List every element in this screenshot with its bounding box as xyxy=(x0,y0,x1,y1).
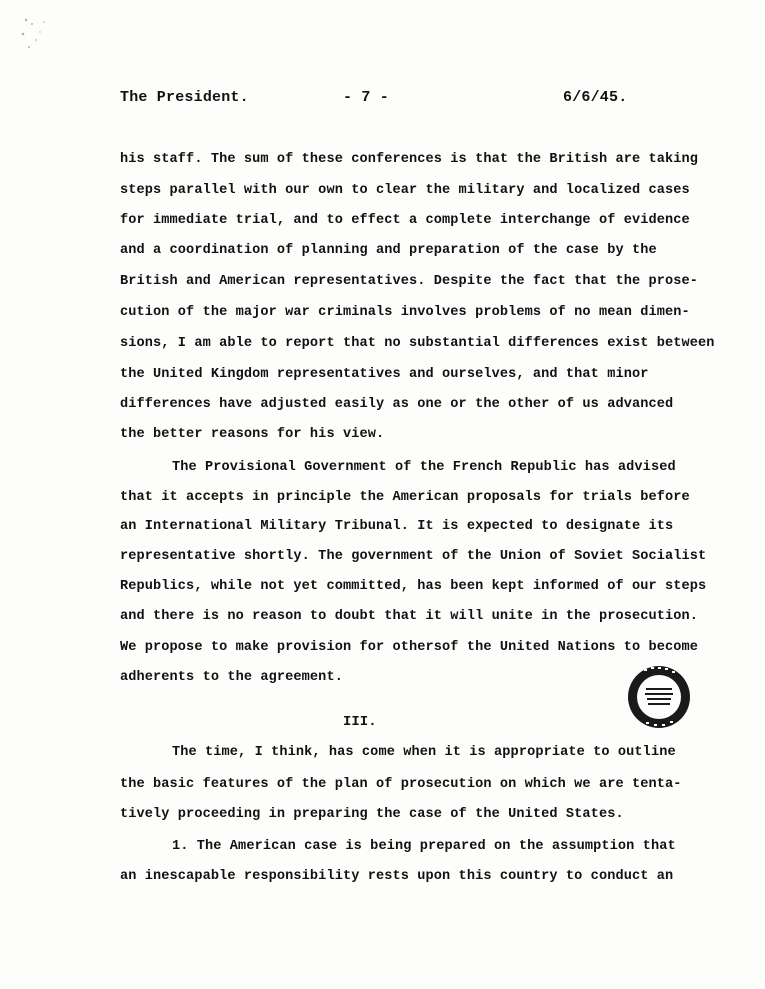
paragraph4-line: 1. The American case is being prepared on the assumption that xyxy=(172,839,676,854)
paragraph1-line: sions, I am able to report that no substantial differences exist between xyxy=(120,336,715,351)
paragraph2-line: that it accepts in principle the American proposals for trials before xyxy=(120,490,690,505)
paragraph1-line: for immediate trial, and to effect a complete interchange of evidence xyxy=(120,213,690,228)
paragraph1-line: his staff. The sum of these conferences is that the British are taking xyxy=(120,152,699,167)
header-date: 6/6/45. xyxy=(563,89,628,106)
paragraph4-line: an inescapable responsibility rests upon this country to conduct an xyxy=(120,869,674,884)
paragraph3-line: The time, I think, has come when it is appropriate to outline xyxy=(172,745,676,760)
paragraph2-line: The Provisional Government of the French Republic has advised xyxy=(172,460,676,475)
paragraph1-line: British and American representatives. Despite the fact that the prose- xyxy=(120,274,699,289)
paragraph2-line: representative shortly. The government of the Union of Soviet Socialist xyxy=(120,549,707,564)
paragraph2-line: adherents to the agreement. xyxy=(120,670,343,685)
paragraph2-line: We propose to make provision for othersof the United Nations to become xyxy=(120,640,699,655)
paragraph1-line: cution of the major war criminals involves problems of no mean dimen- xyxy=(120,305,690,320)
paragraph1-line: and a coordination of planning and preparation of the case by the xyxy=(120,243,657,258)
paragraph1-line: differences have adjusted easily as one or the other of us advanced xyxy=(120,397,674,412)
paragraph2-line: Republics, while not yet committed, has been kept informed of our steps xyxy=(120,579,707,594)
header-addressee: The President. xyxy=(120,89,249,106)
header-page-number: - 7 - xyxy=(343,89,390,106)
corner-smudge-mark xyxy=(14,12,64,57)
paragraph3-line: the basic features of the plan of prosecution on which we are tenta- xyxy=(120,777,682,792)
section-heading: III. xyxy=(343,714,377,730)
paragraph1-line: the better reasons for his view. xyxy=(120,427,385,442)
paragraph2-line: an International Military Tribunal. It is expected to designate its xyxy=(120,519,674,534)
paragraph1-line: the United Kingdom representatives and ourselves, and that minor xyxy=(120,367,649,382)
paragraph3-line: tively proceeding in preparing the case of the United States. xyxy=(120,807,624,822)
paragraph1-line: steps parallel with our own to clear the military and localized cases xyxy=(120,183,690,198)
paragraph2-line: and there is no reason to doubt that it will unite in the prosecution. xyxy=(120,609,699,624)
archive-stamp-seal xyxy=(626,664,692,730)
